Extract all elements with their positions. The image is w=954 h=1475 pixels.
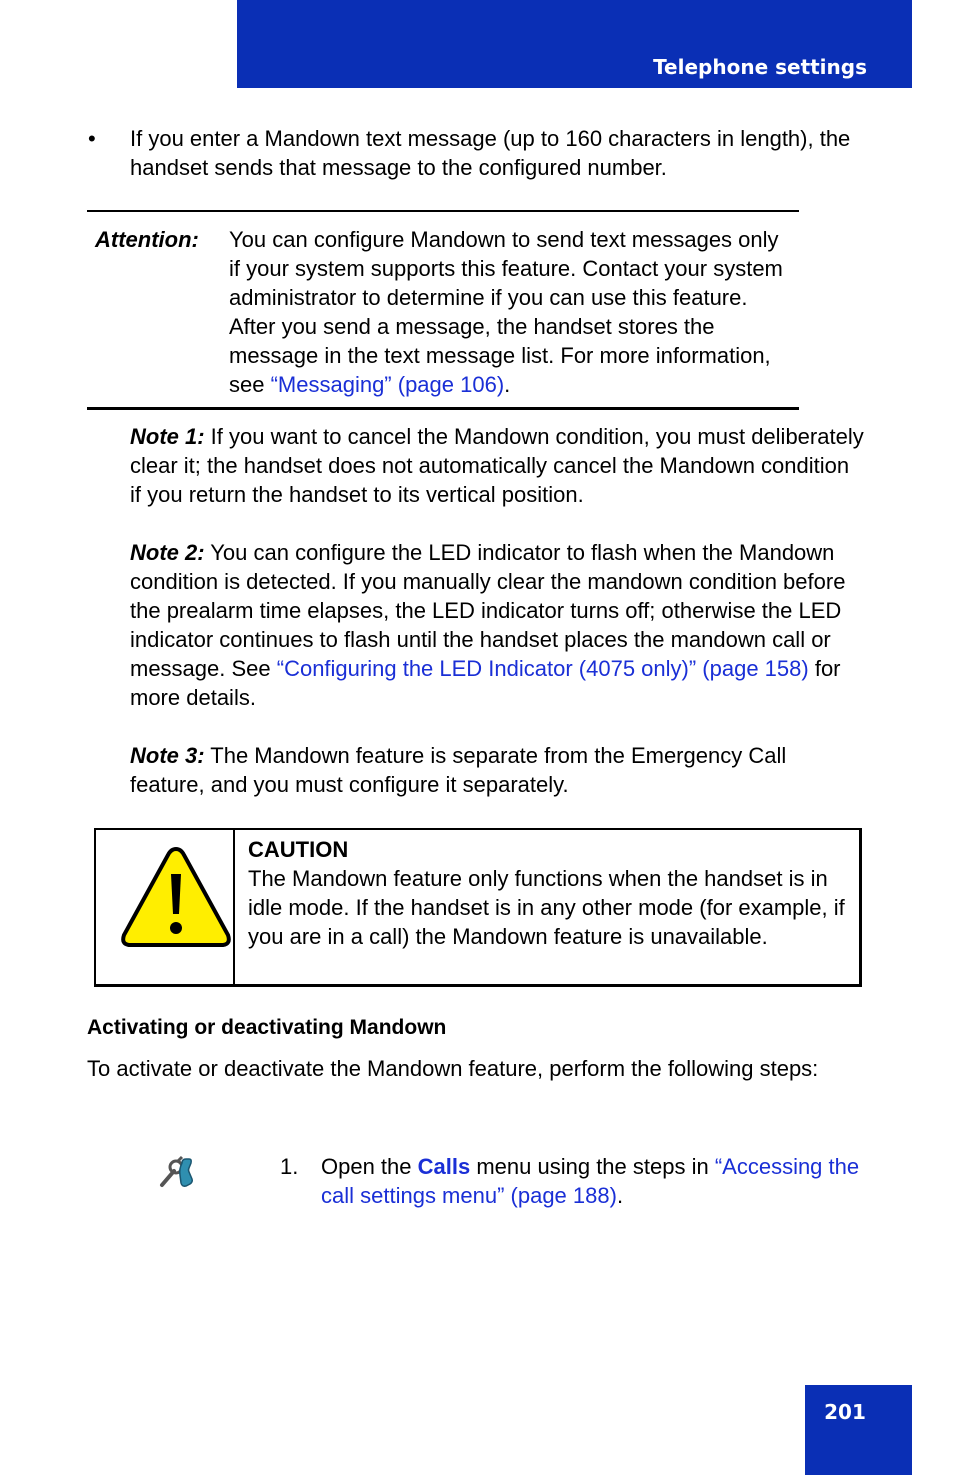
warning-triangle-icon bbox=[119, 844, 233, 950]
caution-box bbox=[94, 828, 862, 987]
footer-band bbox=[805, 1385, 912, 1475]
note-2-label: Note 2: bbox=[130, 540, 205, 565]
attention-top-rule bbox=[87, 210, 799, 212]
step-after: . bbox=[616, 1183, 624, 1208]
caution-divider bbox=[233, 830, 235, 984]
note-2-text: You can configure the LED indicator to flash when the Mandown condition is detected. If you manually clear the mandown condition before the prealarm time elapses, the LED indicator turns off; otherwise the LED indicator continues to flash until the handset places the mandown call or message. See bbox=[130, 540, 846, 681]
section-intro: To activate or deactivate the Mandown feature, perform the following steps: bbox=[87, 1056, 819, 1081]
tools-wrench-phone-icon bbox=[158, 1155, 196, 1189]
note-3-text: The Mandown feature is separate from the Emergency Call feature, and you must configure it separately. bbox=[130, 743, 787, 797]
step-middle: menu using the steps in bbox=[470, 1154, 715, 1179]
step-number: 1. bbox=[280, 1154, 299, 1179]
attention-body: You can configure Mandown to send text messages only if your system supports this feature. Contact your system administrator to determine if you can use this feature. After you send a message, the handset stores the message in the text message list. For more information, see bbox=[229, 227, 783, 397]
calls-menu-name: Calls bbox=[417, 1154, 471, 1179]
bullet-mark: • bbox=[88, 126, 96, 151]
step-before: Open the bbox=[321, 1154, 418, 1179]
note-3-label: Note 3: bbox=[130, 743, 205, 768]
bullet-text: If you enter a Mandown text message (up to 160 characters in length), the handset sends that message to the configured number. bbox=[130, 126, 851, 180]
caution-content bbox=[248, 835, 858, 951]
note-1 bbox=[130, 422, 865, 509]
header-band bbox=[237, 0, 912, 88]
messaging-link[interactable]: “Messaging” (page 106) bbox=[270, 372, 505, 397]
notes-block bbox=[130, 422, 865, 828]
step-text bbox=[321, 1152, 881, 1210]
page-number: 201 bbox=[824, 1400, 866, 1424]
note-3 bbox=[130, 741, 865, 799]
attention-period: . bbox=[504, 372, 511, 397]
note-1-text: If you want to cancel the Mandown condition, you must deliberately clear it; the handset does not automatically cancel the Mandown condition if you return the handset to its vertical position. bbox=[130, 424, 864, 507]
caution-title: CAUTION bbox=[248, 837, 349, 862]
call-settings-link[interactable]: “Accessing the call settings menu” (page 188) bbox=[321, 1154, 860, 1208]
attention-text bbox=[229, 225, 795, 399]
note-2-after: for more details. bbox=[130, 656, 841, 710]
section-heading: Activating or deactivating Mandown bbox=[87, 1016, 447, 1039]
note-1-label: Note 1: bbox=[130, 424, 205, 449]
header-title: Telephone settings bbox=[653, 55, 867, 79]
led-indicator-link[interactable]: “Configuring the LED Indicator (4075 only)” (page 158) bbox=[276, 656, 809, 681]
note-2 bbox=[130, 538, 865, 712]
attention-label: Attention: bbox=[95, 227, 199, 252]
caution-text: The Mandown feature only functions when the handset is in idle mode. If the handset is in any other mode (for example, if you are in a call) the Mandown feature is unavailable. bbox=[248, 866, 845, 949]
attention-bottom-rule bbox=[87, 407, 799, 410]
